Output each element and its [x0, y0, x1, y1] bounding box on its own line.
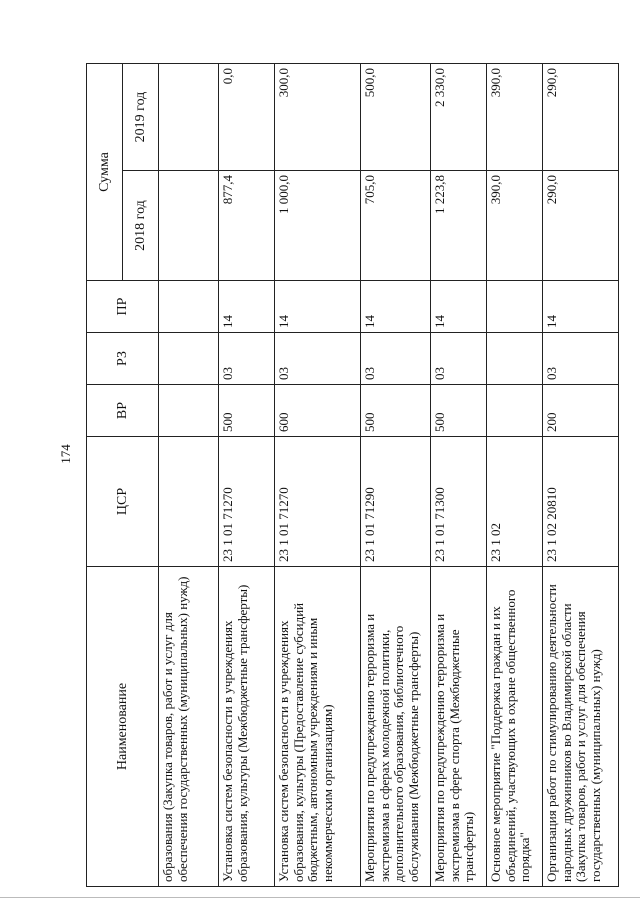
- cell-2018: 1 000,0: [275, 171, 361, 281]
- cell-2018: 390,0: [487, 171, 543, 281]
- cell-pr: [487, 281, 543, 333]
- cell-name: Мероприятия по предупреждению терроризма и экстремизма в сферах молодежной политики, дополнительного образования, библиотечного обслуживания (Межбюджетные трансферты): [361, 567, 431, 887]
- cell-2019: 2 330,0: [431, 64, 487, 171]
- cell-pr: 14: [275, 281, 361, 333]
- cell-pr: 14: [543, 281, 619, 333]
- cell-csr: 23 1 02: [487, 437, 543, 567]
- cell-csr: 23 1 01 71300: [431, 437, 487, 567]
- cell-vr: [487, 385, 543, 437]
- cell-name: Установка систем безопасности в учреждениях образования, культуры (Предоставление субсидий бюджетным, автономным учреждениям и иным некоммерческим организациям): [275, 567, 361, 887]
- cell-2018: 1 223,8: [431, 171, 487, 281]
- cell-vr: 600: [275, 385, 361, 437]
- cell-csr: 23 1 01 71270: [219, 437, 275, 567]
- cell-pr: 14: [361, 281, 431, 333]
- rotated-table-wrapper: [86, 64, 606, 887]
- cell-2018: [159, 171, 219, 281]
- table-row: [543, 64, 619, 887]
- header-name: Наименование: [87, 567, 159, 887]
- budget-table: [86, 63, 619, 887]
- cell-csr: 23 1 01 71290: [361, 437, 431, 567]
- cell-vr: 500: [361, 385, 431, 437]
- header-pr: ПР: [87, 281, 159, 333]
- cell-rz: 03: [219, 333, 275, 385]
- cell-pr: [159, 281, 219, 333]
- cell-csr: 23 1 01 71270: [275, 437, 361, 567]
- cell-rz: 03: [543, 333, 619, 385]
- cell-2019: 500,0: [361, 64, 431, 171]
- table-row: [487, 64, 543, 887]
- cell-pr: 14: [431, 281, 487, 333]
- cell-2019: 0,0: [219, 64, 275, 171]
- header-rz: РЗ: [87, 333, 159, 385]
- cell-name: образования (Закупка товаров, работ и услуг для обеспечения государственных (муниципальных) нужд): [159, 567, 219, 887]
- header-csr: ЦСР: [87, 437, 159, 567]
- header-sum: Сумма: [87, 64, 123, 281]
- header-2018: 2018 год: [123, 171, 159, 281]
- cell-vr: 200: [543, 385, 619, 437]
- table-row: [431, 64, 487, 887]
- cell-rz: 03: [431, 333, 487, 385]
- cell-2018: 290,0: [543, 171, 619, 281]
- cell-name: Основное мероприятие "Поддержка граждан и их объединений, участвующих в охране общественного порядка": [487, 567, 543, 887]
- cell-rz: 03: [275, 333, 361, 385]
- table-row: [361, 64, 431, 887]
- cell-vr: [159, 385, 219, 437]
- cell-csr: 23 1 02 20810: [543, 437, 619, 567]
- cell-vr: 500: [431, 385, 487, 437]
- cell-pr: 14: [219, 281, 275, 333]
- cell-2018: 705,0: [361, 171, 431, 281]
- header-vr: ВР: [87, 385, 159, 437]
- cell-vr: 500: [219, 385, 275, 437]
- page-number: 174: [57, 444, 73, 464]
- cell-rz: 03: [361, 333, 431, 385]
- cell-name: Мероприятия по предупреждению терроризма и экстремизма в сфере спорта (Межбюджетные трансферты): [431, 567, 487, 887]
- header-2019: 2019 год: [123, 64, 159, 171]
- table-row: [275, 64, 361, 887]
- scan-edge-line: [0, 897, 640, 898]
- cell-2019: 300,0: [275, 64, 361, 171]
- cell-rz: [487, 333, 543, 385]
- cell-csr: [159, 437, 219, 567]
- cell-name: Установка систем безопасности в учреждениях образования, культуры (Межбюджетные трансферты): [219, 567, 275, 887]
- cell-2019: 290,0: [543, 64, 619, 171]
- table-row: [219, 64, 275, 887]
- cell-rz: [159, 333, 219, 385]
- cell-2019: [159, 64, 219, 171]
- table-row: [159, 64, 219, 887]
- cell-2019: 390,0: [487, 64, 543, 171]
- cell-2018: 877,4: [219, 171, 275, 281]
- cell-name: Организация работ по стимулированию деятельности народных дружинников во Владимирской области (Закупка товаров, работ и услуг для обеспечения государственных (муниципальных) нужд): [543, 567, 619, 887]
